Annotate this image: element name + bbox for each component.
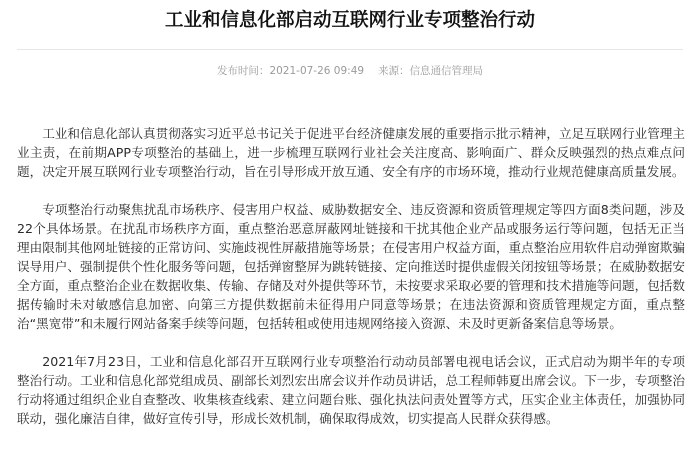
source-name: 信息通信管理局 <box>409 65 484 77</box>
article-meta <box>0 64 700 78</box>
publish-time-label: 发布时间： <box>216 65 270 77</box>
article-body <box>17 124 685 447</box>
publish-time: 2021-07-26 09:49 <box>269 65 365 77</box>
article-title: 工业和信息化部启动互联网行业专项整治行动 <box>164 10 535 31</box>
paragraph-launch: 2021年7月23日，工业和信息化部召开互联网行业专项整治行动动员部署电视电话会议，正式启动为期半年的专项整治行动。工业和信息化部党组成员、副部长刘烈宏出席会议并作动员讲话，总工程师韩夏出席会议。下一步，专项整治行动将通过组织企业自查整改、收集核查线索、建立问题台账、强化执法问责处置等方式，压实企业主体责任，加强协同联动，强化廉洁自律，做好宣传引导，形成长效机制，确保取得成效，切实提高人民群众获得感。 <box>17 354 685 426</box>
title-divider <box>17 49 683 50</box>
source-label: 来源： <box>378 65 410 77</box>
paragraph-intro: 工业和信息化部认真贯彻落实习近平总书记关于促进平台经济健康发展的重要指示批示精神，立足互联网行业管理主业主责，在前期APP专项整治的基础上，进一步梳理互联网行业社会关注度高、影响面广、群众反映强烈的热点难点问题，决定开展互联网行业专项整治行动，旨在引导形成开放互通、安全有序的市场环境，推动行业规范健康高质量发展。 <box>17 126 685 179</box>
paragraph-scope: 专项整治行动聚焦扰乱市场秩序、侵害用户权益、威胁数据安全、违反资源和资质管理规定等四方面8类问题，涉及22个具体场景。在扰乱市场秩序方面，重点整治恶意屏蔽网址链接和干扰其他企业产品或服务运行等问题，包括无正当理由限制其他网址链接的正常访问、实施歧视性屏蔽措施等场景；在侵害用户权益方面，重点整治应用软件启动弹窗欺骗误导用户、强制提供个性化服务等问题，包括弹窗整屏为跳转链接、定向推送时提供虚假关闭按钮等场景；在威胁数据安全方面，重点整治企业在数据收集、传输、存储及对外提供等环节，未按要求采取必要的管理和技术措施等问题，包括数据传输时未对敏感信息加密、向第三方提供数据前未征得用户同意等场景；在违法资源和资质管理规定方面，重点整治“黑宽带”和未履行网站备案手续等问题，包括转租或使用违规网络接入资源、未及时更新备案信息等场景。 <box>17 202 685 331</box>
